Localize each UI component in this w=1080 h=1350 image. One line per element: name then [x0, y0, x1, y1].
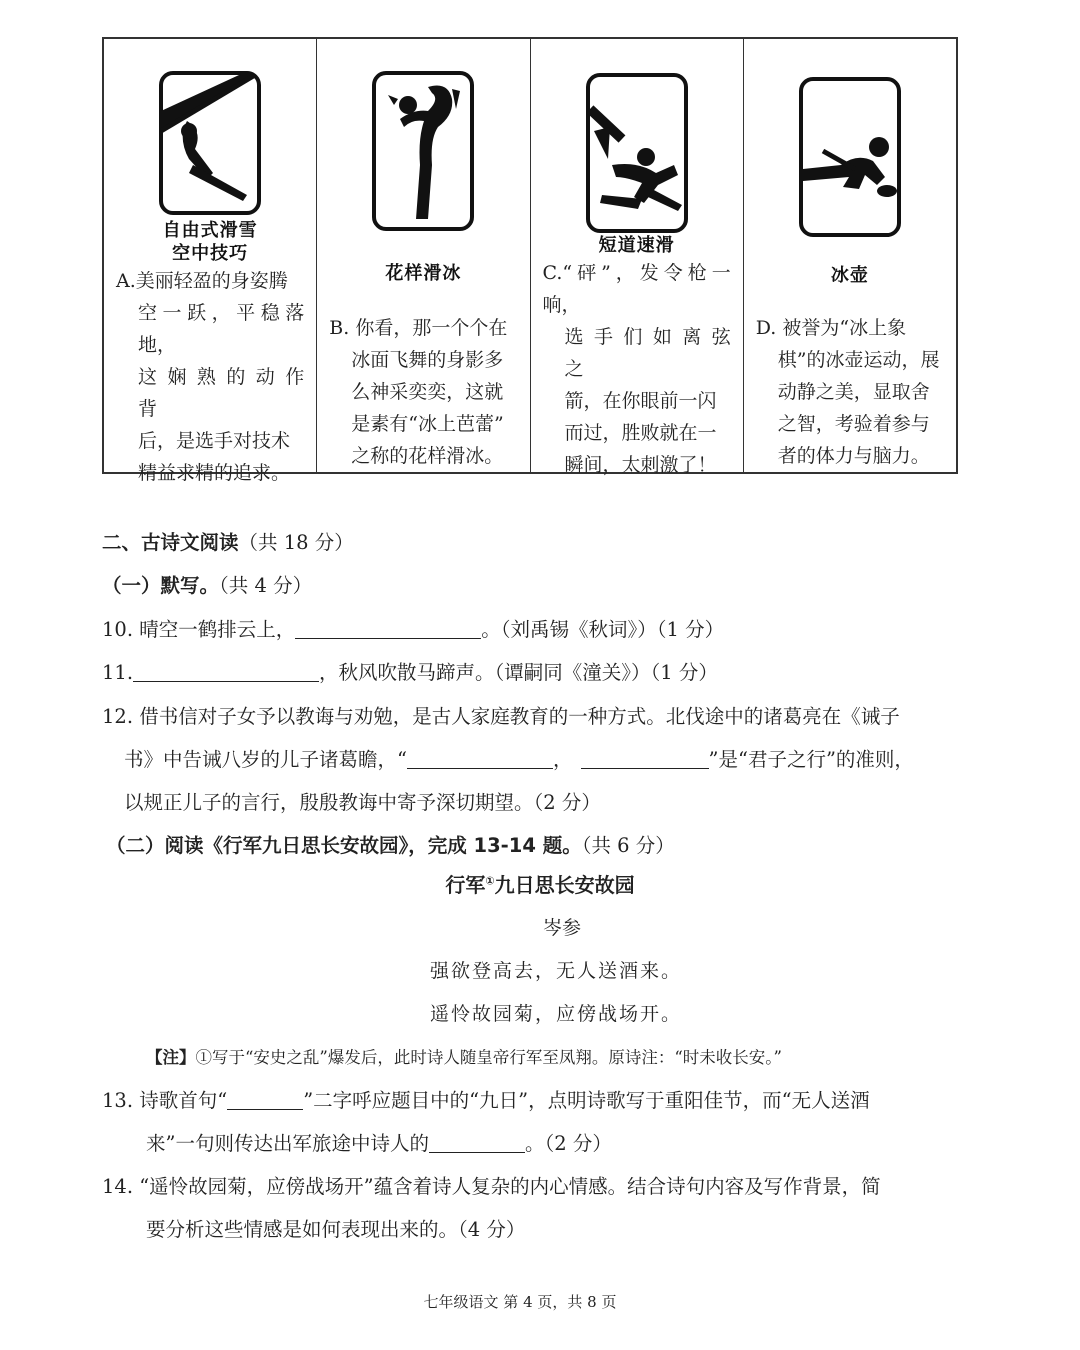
- sport-cell-d: [744, 39, 956, 472]
- answer-blank[interactable]: [581, 748, 709, 769]
- question-12-line-1: 12. 借书信对子女予以教诲与劝勉，是古人家庭教育的一种方式。北伐途中的诸葛亮在《诫子: [102, 705, 900, 728]
- answer-blank[interactable]: [295, 618, 481, 639]
- short-track-speed-skating-icon: [582, 69, 692, 234]
- answer-blank[interactable]: [407, 748, 553, 769]
- question-13-line-1: 13. 诗歌首句“ ”二字呼应题目中的“九日”，点明诗歌写于重阳佳节，而“无人送酒: [102, 1089, 870, 1112]
- poem-author: 岑参: [542, 917, 581, 939]
- sports-table: [102, 37, 958, 484]
- question-11: 11. ，秋风吹散马蹄声。（谭嗣同《潼关》）（1 分）: [102, 661, 718, 684]
- curling-icon: [793, 69, 907, 239]
- question-14-line-2: 要分析这些情感是如何表现出来的。（4 分）: [146, 1218, 526, 1241]
- sport-description: D. 被誉为“冰上象 棋”的冰壶运动，展 动静之美，显取舍 之智，考验着参与 者的体力与脑力。: [755, 317, 940, 467]
- page-footer: 七年级语文 第 4 页，共 8 页: [423, 1293, 617, 1311]
- freestyle-skiing-aerials-icon: [155, 69, 265, 219]
- poem-title: 行军①九日思长安故园: [445, 873, 635, 897]
- sport-cell-b: [317, 39, 530, 472]
- sport-cell-a: [104, 39, 317, 484]
- question-10: 10. 晴空一鹤排云上， 。（刘禹锡《秋词》）（1 分）: [102, 618, 725, 641]
- question-12-line-3: 以规正儿子的言行，殷殷教诲中寄予深切期望。（2 分）: [124, 791, 601, 814]
- part-heading-dictation: （一）默写。（共 4 分）: [102, 574, 313, 597]
- sport-name: 花样滑冰: [385, 262, 462, 284]
- poem-line: 遥怜故园菊，应傍战场开。: [429, 1003, 682, 1025]
- answer-blank[interactable]: [429, 1132, 525, 1153]
- question-13-line-2: 来”一句则传达出军旅途中诗人的 。（2 分）: [146, 1132, 612, 1155]
- answer-blank[interactable]: [227, 1089, 303, 1110]
- question-12-line-2: 书》中告诫八岁的儿子诸葛瞻，“ ， ”是“君子之行”的准则，: [124, 748, 914, 771]
- sport-name: 冰壶: [830, 265, 869, 286]
- section-heading: 二、古诗文阅读（共 18 分）: [102, 531, 354, 554]
- poem-note: 【注】①写于“安史之乱”爆发后，此时诗人随皇帝行军至凤翔。原诗注：“时未收长安。”: [146, 1048, 782, 1067]
- sport-description: B. 你看，那一个个在 冰面飞舞的身影多 么神采奕奕，这就 是素有“冰上芭蕾” 之称的花样滑冰。: [329, 317, 508, 467]
- part-heading-poem: （二）阅读《行军九日思长安故园》，完成 13-14 题。（共 6 分）: [106, 834, 675, 857]
- question-14-line-1: 14. “遥怜故园菊，应傍战场开”蕴含着诗人复杂的内心情感。结合诗句内容及写作背景，简: [102, 1175, 881, 1198]
- figure-skating-icon: [368, 69, 478, 234]
- answer-blank[interactable]: [133, 661, 319, 682]
- sport-name: 短道速滑: [598, 235, 675, 256]
- poem-line: 强欲登高去，无人送酒来。: [429, 960, 682, 982]
- sport-cell-c: [531, 39, 744, 476]
- sport-description: C.“砰”，发令枪一响， 选 手 们 如 离 弦 之 箭，在你眼前一闪 而过，胜败就在一 瞬间，太刺激了！: [542, 262, 731, 476]
- sport-name: 自由式滑雪 空中技巧: [162, 220, 258, 264]
- sport-description: A.美丽轻盈的身姿腾 空一跃，平稳落地， 这 娴 熟 的 动 作 背 后，是选手对技术 精益求精的追求。: [116, 270, 305, 484]
